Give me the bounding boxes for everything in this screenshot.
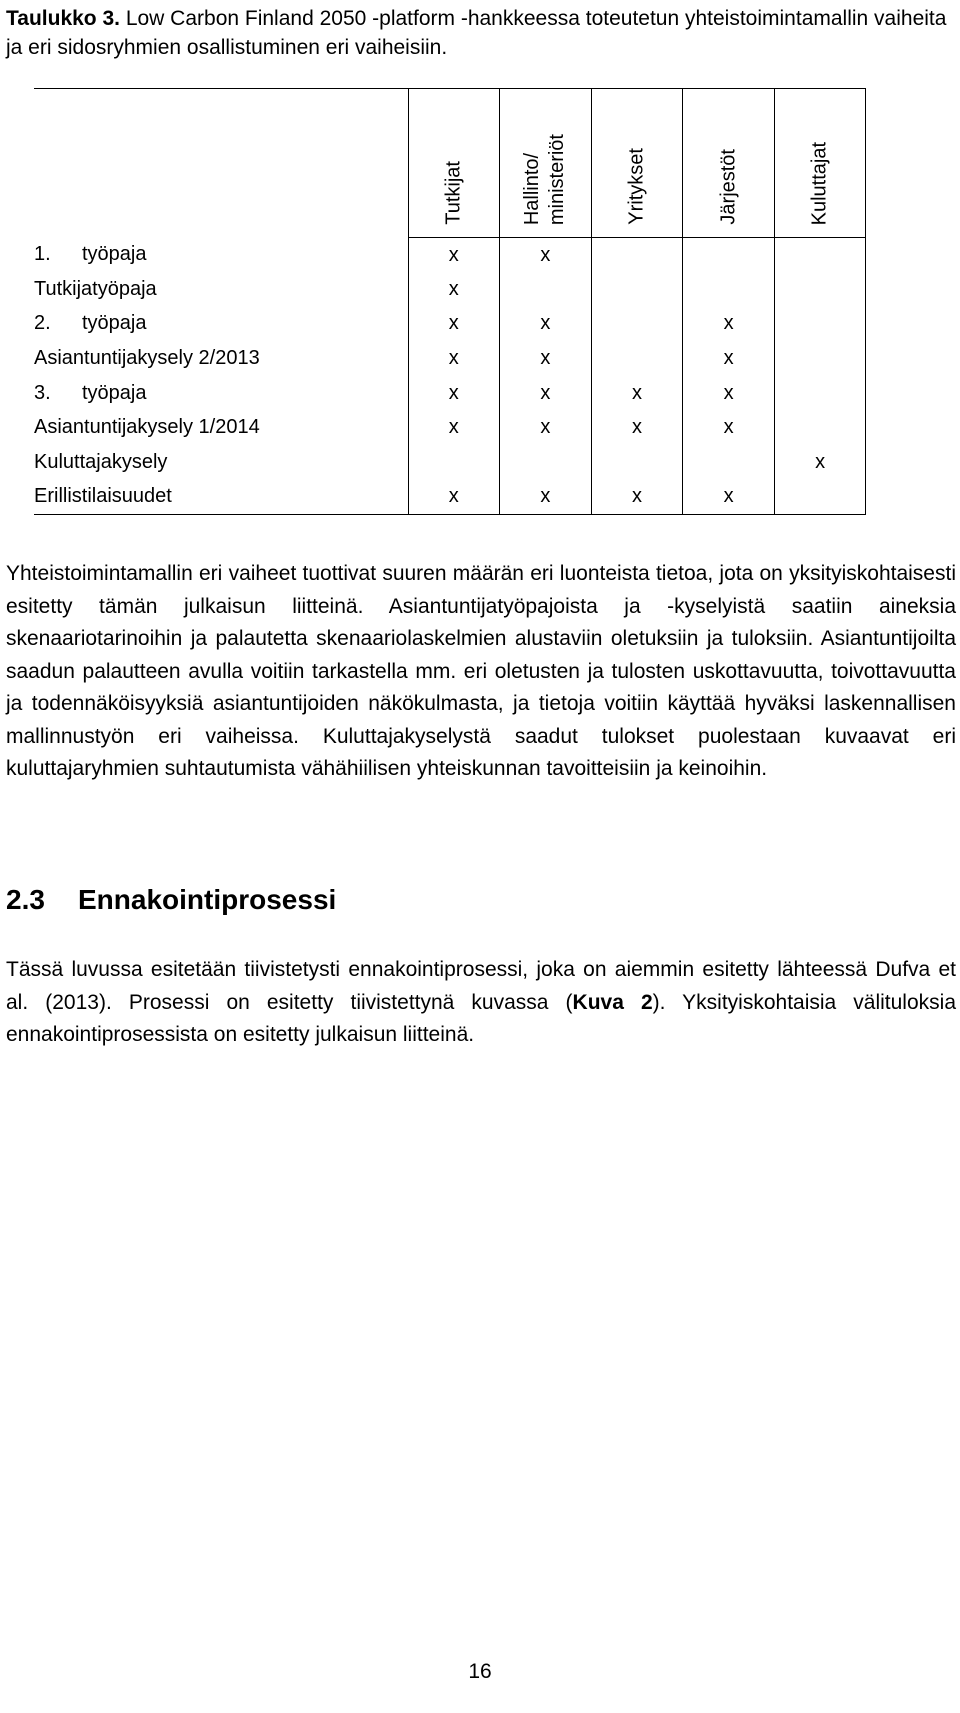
- participation-mark: x: [408, 238, 500, 273]
- table-row: [34, 238, 866, 273]
- participation-mark: x: [591, 480, 683, 515]
- paragraph-2-text: Tässä luvussa esitetään tiivistetysti ennakointiprosessi, joka on aiemmin esitetty lähteessä Dufva et al. (2013). Prosessi on esitetty tiivistettynä kuvassa (: [6, 958, 956, 1014]
- row-label: [34, 307, 408, 342]
- participation-mark: [774, 376, 866, 411]
- participation-mark: [591, 307, 683, 342]
- section-number: 2.3: [6, 884, 45, 915]
- participation-mark: [683, 238, 775, 273]
- table-caption: [6, 4, 956, 62]
- participation-mark: x: [500, 307, 592, 342]
- table-row: [34, 445, 866, 480]
- row-label-text: työpaja: [82, 312, 147, 335]
- row-label: [34, 272, 408, 307]
- participation-mark: x: [408, 341, 500, 376]
- participation-mark: x: [500, 376, 592, 411]
- participation-mark: [500, 272, 592, 307]
- section-title: Ennakointiprosessi: [78, 884, 337, 915]
- caption-label: Taulukko 3.: [6, 7, 120, 30]
- row-label-text: Kuluttajakysely: [34, 450, 168, 473]
- participation-mark: [591, 238, 683, 273]
- participation-mark: [591, 445, 683, 480]
- participation-mark: [774, 480, 866, 515]
- table-row: [34, 410, 866, 445]
- column-header: Järjestöt: [683, 89, 775, 238]
- paragraph-2-text-end: ). Yksityiskohtaisia välituloksia ennakointiprosessista on esitetty julkaisun liitteinä.: [6, 990, 956, 1046]
- participation-mark: x: [408, 307, 500, 342]
- body-paragraph-2: [6, 954, 956, 1052]
- column-header: Hallinto/ ministeriöt: [500, 89, 592, 238]
- participation-mark: x: [683, 480, 775, 515]
- participation-mark: [683, 272, 775, 307]
- participation-mark: [591, 341, 683, 376]
- row-label: [34, 238, 408, 273]
- participation-mark: [408, 445, 500, 480]
- participation-mark: x: [500, 410, 592, 445]
- table-row: [34, 272, 866, 307]
- page-number: 16: [468, 1660, 492, 1683]
- column-header: Kuluttajat: [774, 89, 866, 238]
- row-label-text: Tutkijatyöpaja: [34, 277, 157, 300]
- participation-mark: x: [500, 480, 592, 515]
- participation-mark: x: [683, 307, 775, 342]
- row-label: [34, 480, 408, 515]
- participation-mark: [774, 238, 866, 273]
- participation-mark: x: [591, 410, 683, 445]
- participation-mark: x: [408, 480, 500, 515]
- participation-mark: [774, 410, 866, 445]
- participation-mark: x: [683, 341, 775, 376]
- participation-mark: x: [408, 376, 500, 411]
- row-label: [34, 341, 408, 376]
- participation-mark: x: [683, 376, 775, 411]
- participation-table: [34, 88, 866, 515]
- row-label-text: työpaja: [82, 381, 147, 404]
- participation-mark: [591, 272, 683, 307]
- table-row: [34, 376, 866, 411]
- row-label-text: työpaja: [82, 243, 147, 266]
- row-label-text: Asiantuntijakysely 1/2014: [34, 416, 260, 439]
- row-label: [34, 376, 408, 411]
- table-row: [34, 341, 866, 376]
- participation-mark: [500, 445, 592, 480]
- row-label: [34, 445, 408, 480]
- row-number: 1.: [34, 243, 51, 266]
- participation-mark: [774, 341, 866, 376]
- participation-mark: x: [774, 445, 866, 480]
- participation-mark: x: [591, 376, 683, 411]
- participation-mark: x: [500, 341, 592, 376]
- participation-mark: x: [500, 238, 592, 273]
- header-empty-cell: [34, 89, 408, 238]
- participation-mark: [774, 307, 866, 342]
- participation-mark: [683, 445, 775, 480]
- participation-mark: x: [408, 272, 500, 307]
- row-number: 3.: [34, 381, 51, 404]
- participation-mark: [774, 272, 866, 307]
- section-heading: [6, 884, 336, 916]
- participation-mark: x: [408, 410, 500, 445]
- participation-mark: x: [683, 410, 775, 445]
- row-number: 2.: [34, 312, 51, 335]
- table-row: [34, 480, 866, 515]
- row-label-text: Erillistilaisuudet: [34, 485, 172, 508]
- table-row: [34, 307, 866, 342]
- column-header: Yritykset: [591, 89, 683, 238]
- table-body: [34, 238, 866, 515]
- row-label: [34, 410, 408, 445]
- body-paragraph-1: Yhteistoimintamallin eri vaiheet tuottivat suuren määrän eri luonteista tietoa, jota on yksityiskohtaisesti esitetty tämän julkaisun liitteinä. Asiantuntijatyöpajoista ja -kyselyistä saatiin aineksia skenaariotarinoihin ja palautetta skenaariolaskelmien alustaviin oletuksiin ja tuloksiin. Asiantuntijoilta saadun palautteen avulla voitiin tarkastella mm. eri oletusten ja tulosten uskottavuutta, toivottavuutta ja todennäköisyyksiä asiantuntijoiden näkökulmasta, ja tietoja voitiin käyttää hyväksi laskennallisen mallinnustyön eri vaiheissa. Kuluttajakyselystä saadut tulokset puolestaan kuvaavat eri kuluttajaryhmien suhtautumista vähähiilisen yhteiskunnan tavoitteisiin ja keinoihin.: [6, 562, 956, 780]
- caption-text: Low Carbon Finland 2050 -platform -hankkeessa toteutetun yhteistoimintamallin vaiheita ja eri sidosryhmien osallistuminen eri vaiheisiin.: [6, 7, 947, 59]
- table-header-row: [34, 89, 866, 238]
- column-header: Tutkijat: [408, 89, 500, 238]
- row-label-text: Asiantuntijakysely 2/2013: [34, 347, 260, 370]
- figure-reference: Kuva 2: [572, 990, 653, 1014]
